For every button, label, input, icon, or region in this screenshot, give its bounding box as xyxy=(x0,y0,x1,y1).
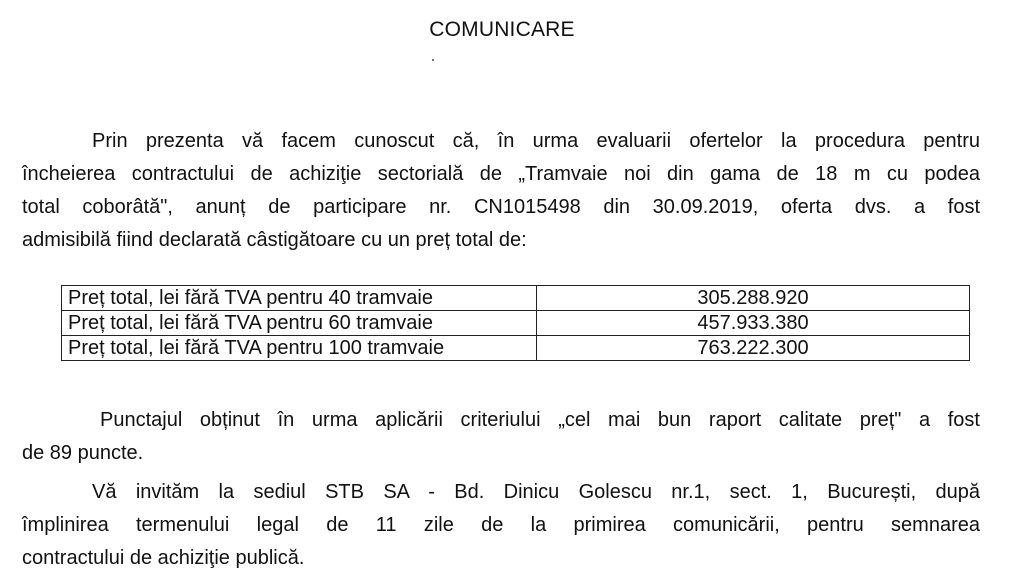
paragraph-line: împlinirea termenului legal de 11 zile de la primirea comunicării, pentru semnarea xyxy=(22,514,980,536)
price-value-cell: 305.288.920 xyxy=(537,286,970,311)
price-table xyxy=(61,285,970,361)
paragraph-line: Vă invităm la sediul STB SA - Bd. Dinicu Golescu nr.1, sect. 1, București, după xyxy=(92,481,980,503)
price-label-cell: Preț total, lei fără TVA pentru 40 tramvaie xyxy=(62,286,537,311)
paragraph-line: Punctajul obținut în urma aplicării criteriului „cel mai bun raport calitate preț" a fost xyxy=(100,409,980,431)
document-title: COMUNICARE xyxy=(429,18,575,41)
price-value-cell: 763.222.300 xyxy=(537,336,970,361)
paragraph-award-notice xyxy=(22,125,980,257)
paragraph-line: Prin prezenta vă facem cunoscut că, în urma evaluarii ofertelor la procedura pentru xyxy=(92,130,980,152)
paragraph-line: încheierea contractului de achiziţie sectorială de „Tramvaie noi din gama de 18 m cu podea xyxy=(22,163,980,185)
price-label-cell: Preț total, lei fără TVA pentru 100 tramvaie xyxy=(62,336,537,361)
paragraph-invitation xyxy=(22,476,980,575)
paragraph-line: contractului de achiziţie publică. xyxy=(22,547,305,569)
scan-speck xyxy=(432,59,434,61)
paragraph-score xyxy=(22,404,980,470)
price-label-cell: Preț total, lei fără TVA pentru 60 tramvaie xyxy=(62,311,537,336)
paragraph-line: de 89 puncte. xyxy=(22,442,144,464)
table-row xyxy=(62,286,970,311)
table-row xyxy=(62,336,970,361)
paragraph-line: total coborâtă", anunț de participare nr. CN1015498 din 30.09.2019, oferta dvs. a fost xyxy=(22,196,980,218)
table-row xyxy=(62,311,970,336)
paragraph-line: admisibilă fiind declarată câstigătoare cu un preț total de: xyxy=(22,229,527,251)
price-value-cell: 457.933.380 xyxy=(537,311,970,336)
